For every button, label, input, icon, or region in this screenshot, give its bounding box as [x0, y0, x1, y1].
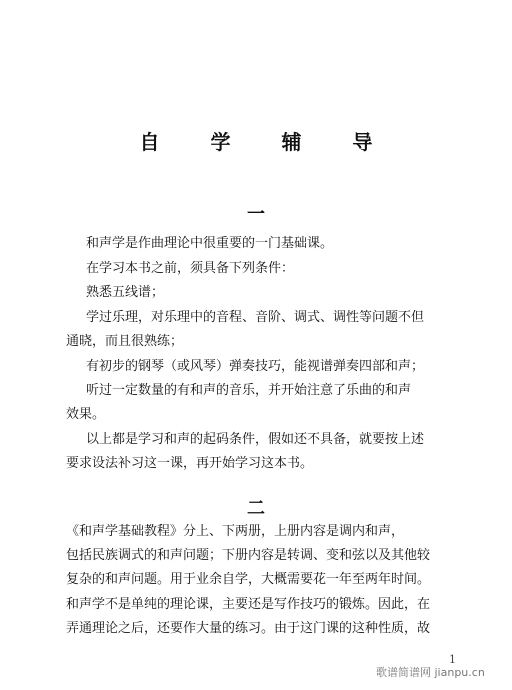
paragraph-line: 听过一定数量的有和声的音乐，并开始注意了乐曲的和声 [86, 383, 412, 398]
paragraph-line: 效果。 [66, 407, 106, 422]
watermark: 歌谱简谱网 jianpu.cn [376, 666, 485, 679]
paragraph-line: 通晓，而且很熟练； [66, 334, 184, 349]
paragraph-line: 在学习本书之前，须具备下列条件： [86, 261, 295, 276]
paragraph-line: 和声学是作曲理论中很重要的一门基础课。 [86, 236, 334, 251]
paragraph-line: 复杂的和声问题。用于业余自学，大概需要花一年至两年时间。 [66, 572, 431, 587]
paragraph-line: 要求设法补习这一课，再开始学习这本书。 [66, 456, 314, 471]
paragraph-line: 有初步的钢琴（或风琴）弹奏技巧，能视谱弹奏四部和声； [86, 359, 425, 374]
paragraph-line: 《和声学基础教程》分上、下两册，上册内容是调内和声， [66, 524, 405, 539]
section-one-heading: 一 [247, 204, 265, 225]
page-title: 自 学 辅 导 [139, 130, 395, 154]
page-number: 1 [449, 653, 456, 666]
paragraph-line: 以上都是学习和声的起码条件，假如还不具备，就要按上述 [86, 432, 425, 447]
paragraph-line: 学过乐理，对乐理中的音程、音阶、调式、调性等问题不但 [86, 310, 425, 325]
section-two-heading: 二 [247, 498, 265, 519]
paragraph-line: 和声学不是单纯的理论课，主要还是写作技巧的锻炼。因此，在 [66, 597, 431, 612]
paragraph-line: 熟悉五线谱； [86, 285, 165, 300]
paragraph-line: 包括民族调式的和声问题；下册内容是转调、变和弦以及其他较 [66, 548, 431, 563]
paragraph-line: 弄通理论之后，还要作大量的练习。由于这门课的这种性质，故 [66, 621, 431, 636]
